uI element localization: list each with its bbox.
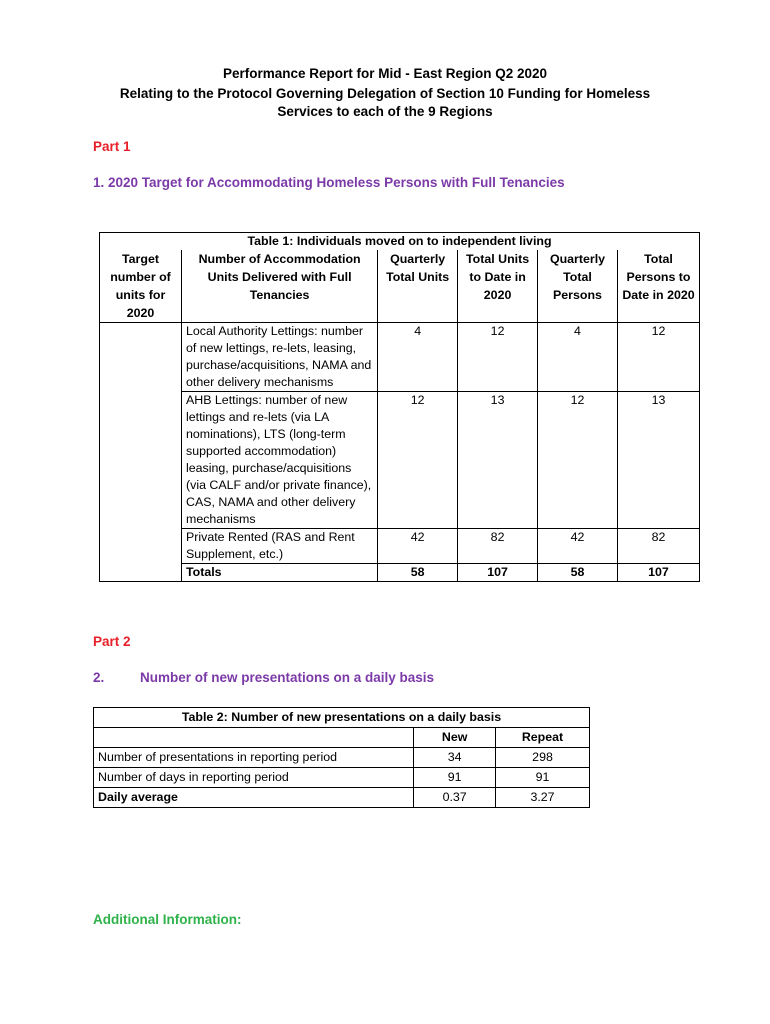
totals-total-persons: 107 — [617, 564, 699, 582]
col-total-units: Total Units to Date in 2020 — [458, 250, 538, 323]
col-repeat: Repeat — [496, 728, 590, 748]
row-total-units: 13 — [458, 392, 538, 529]
table-2 — [93, 707, 590, 808]
totals-quarterly-persons: 58 — [538, 564, 618, 582]
row-quarterly-units: 12 — [378, 392, 458, 529]
table-1 — [99, 232, 700, 582]
table-row — [94, 768, 590, 788]
totals-total-units: 107 — [458, 564, 538, 582]
col-total-persons: Total Persons to Date in 2020 — [617, 250, 699, 323]
col-target: Target number of units for 2020 — [100, 250, 182, 323]
row-total-units: 82 — [458, 529, 538, 564]
table-row — [100, 392, 700, 529]
table-row — [100, 323, 700, 392]
part-2-heading: Number of new presentations on a daily basis — [140, 670, 435, 685]
totals-label: Totals — [182, 564, 378, 582]
part-1-heading: 1. 2020 Target for Accommodating Homeless Persons with Full Tenancies — [93, 175, 565, 190]
totals-quarterly-units: 58 — [378, 564, 458, 582]
row-total-persons: 82 — [617, 529, 699, 564]
row-new: 91 — [414, 768, 496, 788]
part-2-number: 2. — [93, 670, 105, 685]
row-desc: Private Rented (RAS and Rent Supplement, etc.) — [182, 529, 378, 564]
row-total-persons: 13 — [617, 392, 699, 529]
row-quarterly-units: 4 — [378, 323, 458, 392]
row-label: Number of presentations in reporting period — [94, 748, 414, 768]
table-row — [100, 529, 700, 564]
table-2-header-blank — [94, 728, 414, 748]
row-total-units: 12 — [458, 323, 538, 392]
part-2-label: Part 2 — [93, 634, 131, 649]
row-desc: Local Authority Lettings: number of new lettings, re-lets, leasing, purchase/acquisitions, NAMA and other delivery mechanisms — [182, 323, 378, 392]
part-1-label: Part 1 — [93, 139, 131, 154]
table-row — [94, 788, 590, 808]
row-repeat: 298 — [496, 748, 590, 768]
col-quarterly-units: Quarterly Total Units — [378, 250, 458, 323]
row-new: 34 — [414, 748, 496, 768]
row-repeat: 3.27 — [496, 788, 590, 808]
target-cell — [100, 323, 182, 582]
row-quarterly-units: 42 — [378, 529, 458, 564]
table-row — [94, 748, 590, 768]
row-desc: AHB Lettings: number of new lettings and re-lets (via LA nominations), LTS (long-term supported accommodation) leasing, purchase/acquisitions (via CALF and/or private finance), CAS, NAMA and other delivery mechanisms — [182, 392, 378, 529]
col-new: New — [414, 728, 496, 748]
row-quarterly-persons: 4 — [538, 323, 618, 392]
report-title-line-1: Performance Report for Mid - East Region Q2 2020 — [222, 66, 548, 81]
row-quarterly-persons: 12 — [538, 392, 618, 529]
row-quarterly-persons: 42 — [538, 529, 618, 564]
col-accommodation-units: Number of Accommodation Units Delivered with Full Tenancies — [182, 250, 378, 323]
row-repeat: 91 — [496, 768, 590, 788]
row-new: 0.37 — [414, 788, 496, 808]
report-title-line-3: Services to each of the 9 Regions — [277, 104, 493, 119]
table-2-caption: Table 2: Number of new presentations on a daily basis — [94, 708, 590, 728]
col-quarterly-persons: Quarterly Total Persons — [538, 250, 618, 323]
row-total-persons: 12 — [617, 323, 699, 392]
totals-row — [100, 564, 700, 582]
report-title-line-2: Relating to the Protocol Governing Delegation of Section 10 Funding for Homeless — [119, 86, 651, 101]
row-label: Number of days in reporting period — [94, 768, 414, 788]
row-label: Daily average — [94, 788, 414, 808]
table-1-caption: Table 1: Individuals moved on to independent living — [100, 233, 700, 251]
additional-information-heading: Additional Information: — [93, 912, 242, 927]
